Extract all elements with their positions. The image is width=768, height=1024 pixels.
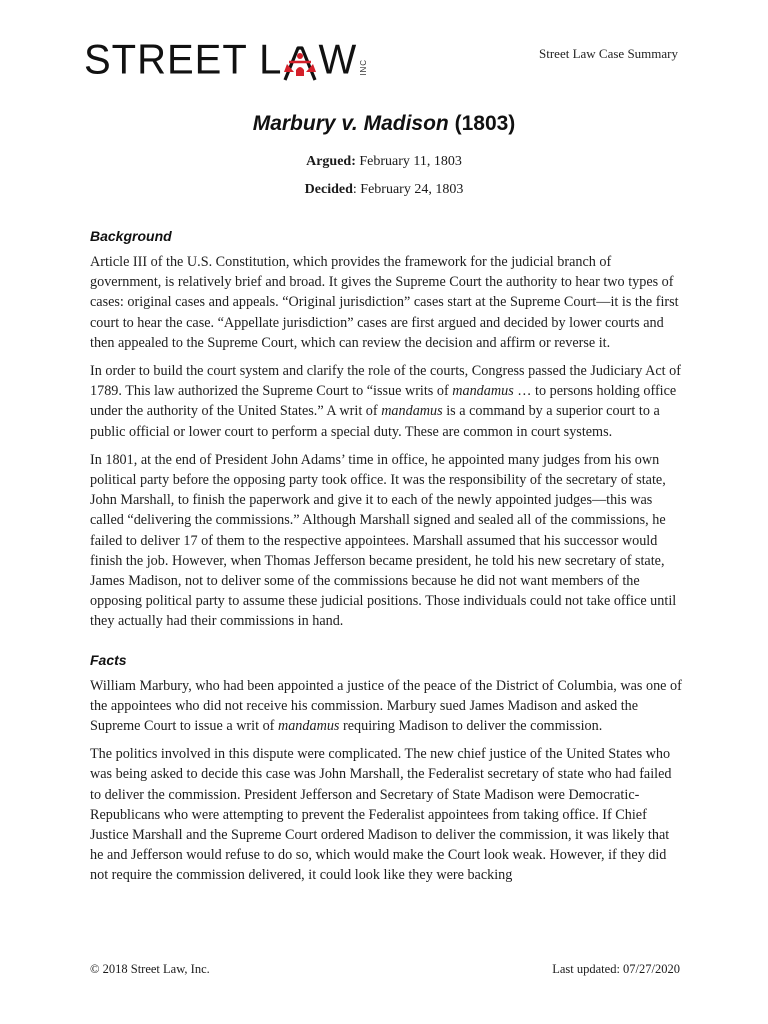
facts-p1-text-b: requiring Madison to deliver the commission. bbox=[339, 718, 603, 735]
mandamus-term: mandamus bbox=[452, 383, 514, 400]
decided-label: Decided bbox=[304, 182, 353, 197]
document-type-label: Street Law Case Summary bbox=[539, 46, 678, 61]
mandamus-term: mandamus bbox=[277, 718, 340, 735]
argued-label: Argued: bbox=[306, 154, 356, 169]
case-name: Marbury v. Madison bbox=[252, 112, 449, 135]
background-paragraph-1: Article III of the U.S. Constitution, which provides the framework for the judicial branch of government, is relatively brief and broad. It gives the Supreme Court the authority to hear two types of cases: original cases and appeals. “Original jurisdiction” cases start at the Supreme Court—it is the first court to hear the case. “Appellate jurisdiction” cases are first argued and decided by lower courts and then appealed to the Supreme Court, which can review the decision and affirm or reverse it. bbox=[90, 254, 679, 351]
decided-line bbox=[0, 182, 768, 198]
street-law-logo bbox=[84, 36, 369, 84]
background-p2-text-b: … to persons holding office under the authority of the United States.” A writ of bbox=[90, 383, 677, 420]
facts-paragraph-2: The politics involved in this dispute were complicated. The new chief justice of the United States who was being asked to decide this case was John Marshall, the Federalist secretary of state who had failed to deliver the commission. President Jefferson and Secretary of State Madison were Democratic-Republicans who were attempting to prevent the Federalist appointees from taking office. If Chief Justice Marshall and the Supreme Court ordered Madison to deliver the commission, it was likely that he and Jefferson would refuse to do so, which would make the Court look weak. However, if they did not require the commission delivered, it could look like they were backing bbox=[90, 746, 672, 884]
case-year: (1803) bbox=[454, 112, 516, 135]
facts-heading: Facts bbox=[90, 651, 127, 668]
section-spacer bbox=[90, 640, 682, 652]
scales-of-justice-logo-icon bbox=[283, 44, 317, 80]
facts-paragraph-1 bbox=[90, 676, 682, 737]
logo-inc-text: INC bbox=[359, 59, 369, 76]
argued-date: February 11, 1803 bbox=[359, 154, 462, 169]
argued-line bbox=[0, 154, 768, 170]
logo-text-left: STREET L bbox=[84, 36, 283, 84]
case-title bbox=[0, 112, 768, 136]
logo-text-right: W bbox=[318, 36, 358, 84]
footer-last-updated: Last updated: 07/27/2020 bbox=[552, 962, 680, 976]
background-paragraph-2 bbox=[90, 361, 682, 442]
footer-copyright: © 2018 Street Law, Inc. bbox=[90, 962, 210, 976]
facts-p1-text-a: William Marbury, who had been appointed a justice of the peace of the District of Columbia, was one of the appointees who did not receive his commission. Marbury sued James Madison and asked the Supreme Court to issue a writ of bbox=[90, 677, 682, 735]
mandamus-term: mandamus bbox=[381, 403, 443, 420]
decided-date: : February 24, 1803 bbox=[352, 182, 464, 197]
background-p2-text-c: is a command by a superior court to a public official or lower court to perform a special duty. These are common in court systems. bbox=[90, 403, 660, 440]
background-p2-text-a: In order to build the court system and clarify the role of the courts, Congress passed the Judiciary Act of 1789. This law authorized the Supreme Court to “issue writs of bbox=[90, 363, 681, 400]
document-body bbox=[90, 228, 682, 894]
background-heading: Background bbox=[90, 228, 172, 244]
background-paragraph-3: In 1801, at the end of President John Adams’ time in office, he appointed many judges from his own political party before the opposing party took office. It was the responsibility of the secretary of state, John Marshall, to finish the paperwork and give it to each of the newly appointed judges—this was called “delivering the commissions.” Although Marshall signed and sealed all of the commissions, he failed to deliver 17 of them to the respective appointees. Marshall assumed that his successor would finish the job. However, when Thomas Jefferson became president, he told his new secretary of state, James Madison, not to deliver some of the commissions because he did not want members of the opposing political party to assume these judicial positions. Those individuals could not take office until they actually had their commissions in hand. bbox=[90, 451, 677, 630]
